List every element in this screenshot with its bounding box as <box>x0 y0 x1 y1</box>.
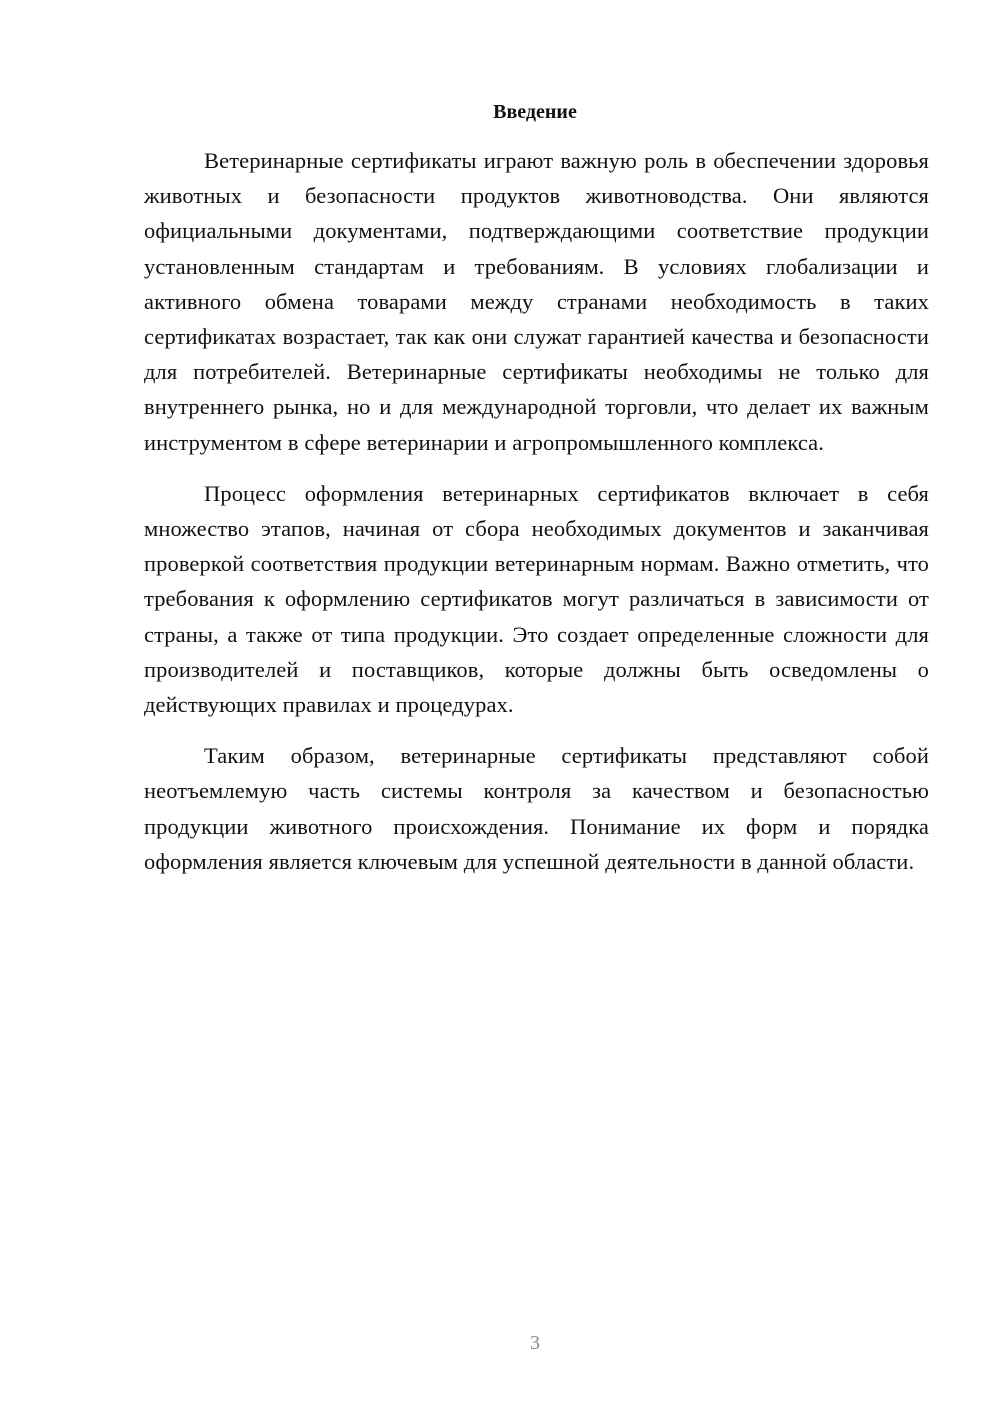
paragraph-1: Ветеринарные сертификаты играют важную роль в обеспечении здоровья животных и безопасности продуктов животноводства. Они являются официальными документами, подтверждающими соответствие продукции установленным стандартам и требованиям. В условиях глобализации и активного обмена товарами между странами необходимость в таких сертификатах возрастает, так как они служат гарантией качества и безопасности для потребителей. Ветеринарные сертификаты необходимы не только для внутреннего рынка, но и для международной торговли, что делает их важным инструментом в сфере ветеринарии и агропромышленного комплекса. <box>144 148 929 455</box>
section-title: Введение <box>493 101 577 123</box>
page-number: 3 <box>530 1332 540 1354</box>
document-body <box>144 143 929 895</box>
paragraph-3: Таким образом, ветеринарные сертификаты представляют собой неотъемлемую часть системы контроля за качеством и безопасностью продукции животного происхождения. Понимание их форм и порядка оформления является ключевым для успешной деятельности в данной области. <box>144 743 929 874</box>
paragraph-2: Процесс оформления ветеринарных сертификатов включает в себя множество этапов, начиная от сбора необходимых документов и заканчивая проверкой соответствия продукции ветеринарным нормам. Важно отметить, что требования к оформлению сертификатов могут различаться в зависимости от страны, а также от типа продукции. Это создает определенные сложности для производителей и поставщиков, которые должны быть осведомлены о действующих правилах и процедурах. <box>144 480 929 718</box>
